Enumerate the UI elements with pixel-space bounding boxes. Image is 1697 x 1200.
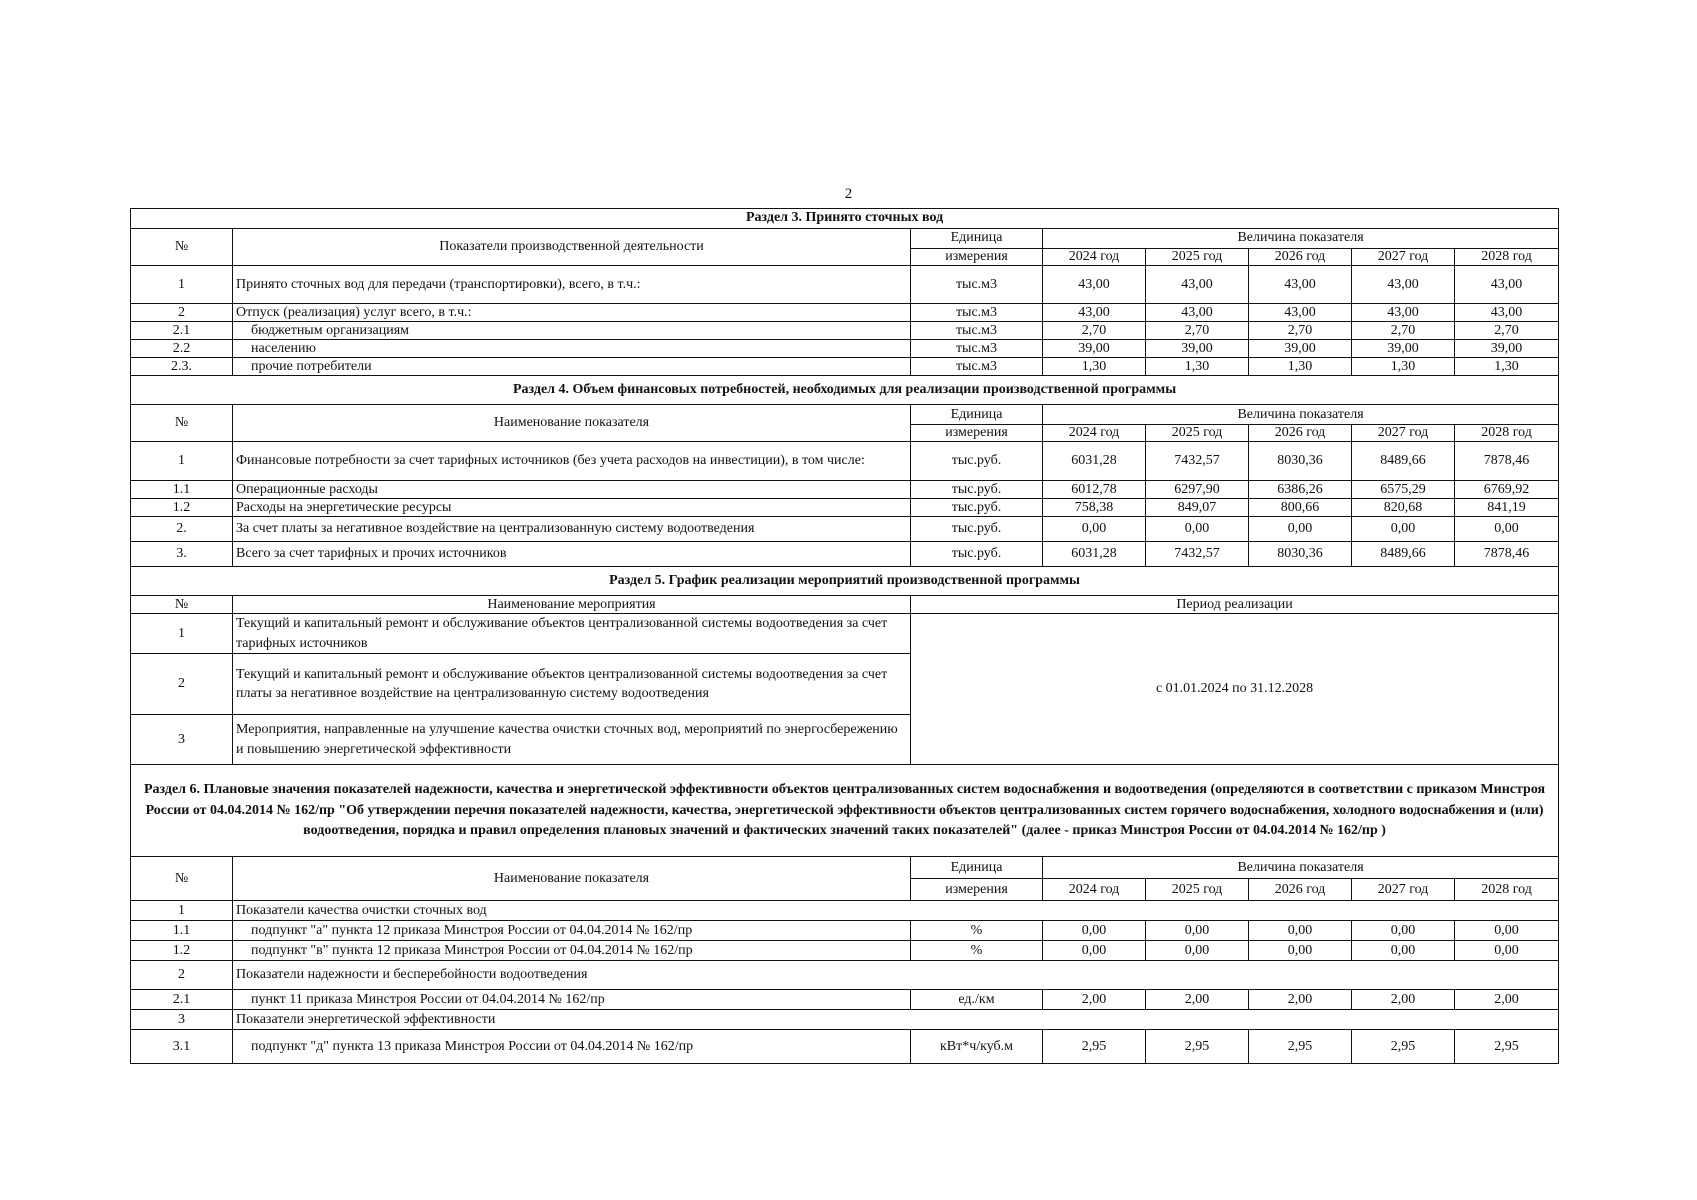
section4-row-value: 6386,26	[1249, 481, 1352, 499]
section3-row-number: 2.2	[131, 340, 233, 358]
section6-row	[131, 961, 1559, 990]
section3-row-number: 2	[131, 304, 233, 322]
section6-header-year: 2024 год	[1043, 879, 1146, 901]
section4-header-year: 2024 год	[1043, 425, 1146, 442]
section6-row-value: 0,00	[1043, 941, 1146, 961]
section3-row	[131, 322, 1559, 340]
section4-row-value: 8489,66	[1352, 542, 1455, 567]
section4-row	[131, 442, 1559, 481]
section6-row-number: 3	[131, 1010, 233, 1030]
section4-row-value: 6769,92	[1455, 481, 1559, 499]
section5-period: с 01.01.2024 по 31.12.2028	[911, 614, 1559, 765]
section6-row-value: 2,00	[1249, 990, 1352, 1010]
section4-row-number: 2.	[131, 517, 233, 542]
section3-row-value: 1,30	[1455, 358, 1559, 376]
section4-row	[131, 517, 1559, 542]
section3-header-year: 2024 год	[1043, 249, 1146, 266]
page-number: 2	[844, 186, 853, 202]
section3-row-value: 1,30	[1043, 358, 1146, 376]
section6-row-number: 1.2	[131, 941, 233, 961]
section3-header-year: 2027 год	[1352, 249, 1455, 266]
section4-header-year: 2026 год	[1249, 425, 1352, 442]
section6-row-value: 0,00	[1146, 921, 1249, 941]
section6-header-year: 2025 год	[1146, 879, 1249, 901]
section3-row-number: 2.3.	[131, 358, 233, 376]
section3-row-value: 43,00	[1352, 266, 1455, 304]
section3-row-value: 2,70	[1043, 322, 1146, 340]
section6-row-value: 0,00	[1043, 921, 1146, 941]
section3-row-unit: тыс.м3	[911, 304, 1043, 322]
section6-row-value: 2,95	[1455, 1030, 1559, 1064]
section4-row-unit: тыс.руб.	[911, 517, 1043, 542]
section4-header-year: 2027 год	[1352, 425, 1455, 442]
section3-row-value: 43,00	[1249, 266, 1352, 304]
section4-header-year: 2028 год	[1455, 425, 1559, 442]
section4-row-value: 758,38	[1043, 499, 1146, 517]
section5-row-number: 2	[131, 654, 233, 715]
section6-row-number: 2	[131, 961, 233, 990]
section6-row-number: 2.1	[131, 990, 233, 1010]
section4-row-value: 7432,57	[1146, 442, 1249, 481]
section4-row-unit: тыс.руб.	[911, 481, 1043, 499]
section4-header-value: Величина показателя	[1043, 405, 1559, 425]
section6-row-value: 0,00	[1455, 921, 1559, 941]
section3-row-value: 39,00	[1146, 340, 1249, 358]
section3-row	[131, 340, 1559, 358]
section3-row-value: 43,00	[1043, 304, 1146, 322]
section3-row-value: 1,30	[1249, 358, 1352, 376]
section6-title: Раздел 6. Плановые значения показателей надежности, качества и энергетической эффективности объектов централизованных систем водоснабжения и водоотведения (определяются в соответствии с приказом Минстроя России от 04.04.2014 № 162/пр "Об утверждении перечня показателей надежности, качества, энергетической эффективности объектов централизованных систем горячего водоснабжения, холодного водоснабжения и (или) водоотведения, порядка и правил определения плановых значений и фактических значений таких показателей" (далее - приказ Минстроя России от 04.04.2014 № 162/пр )	[131, 765, 1559, 857]
section5-title: Раздел 5. График реализации мероприятий производственной программы	[131, 567, 1559, 596]
section4-row-unit: тыс.руб.	[911, 499, 1043, 517]
section6-header-year: 2027 год	[1352, 879, 1455, 901]
section3-row-value: 1,30	[1352, 358, 1455, 376]
section6-header-unit-2: измерения	[911, 879, 1043, 901]
section3-row	[131, 304, 1559, 322]
section4-row-value: 7878,46	[1455, 442, 1559, 481]
section4-header-unit-2: измерения	[911, 425, 1043, 442]
section6-row-name: подпункт "а" пункта 12 приказа Минстроя России от 04.04.2014 № 162/пр	[233, 921, 911, 941]
section4-row-value: 7878,46	[1455, 542, 1559, 567]
section6-row-value: 0,00	[1146, 941, 1249, 961]
section3-row	[131, 266, 1559, 304]
section6-row-value: 2,00	[1146, 990, 1249, 1010]
section4-row-value: 6297,90	[1146, 481, 1249, 499]
section4-row-value: 6031,28	[1043, 542, 1146, 567]
section6-row-name: подпункт "в" пункта 12 приказа Минстроя России от 04.04.2014 № 162/пр	[233, 941, 911, 961]
document-body	[130, 208, 1558, 1064]
section4-title: Раздел 4. Объем финансовых потребностей, необходимых для реализации производственной программы	[131, 376, 1559, 405]
section6-row-value: 2,00	[1455, 990, 1559, 1010]
section3-row-name: бюджетным организациям	[233, 322, 911, 340]
section6-row-value: 0,00	[1455, 941, 1559, 961]
section6-row	[131, 921, 1559, 941]
section6-row-number: 3.1	[131, 1030, 233, 1064]
section4-row-value: 8030,36	[1249, 542, 1352, 567]
section3-row-unit: тыс.м3	[911, 358, 1043, 376]
section4-header-year: 2025 год	[1146, 425, 1249, 442]
section6-header-number: №	[131, 857, 233, 901]
section6-row-unit: кВт*ч/куб.м	[911, 1030, 1043, 1064]
section6-row-name: пункт 11 приказа Минстроя России от 04.04.2014 № 162/пр	[233, 990, 911, 1010]
section3-title: Раздел 3. Принято сточных вод	[131, 209, 1559, 229]
section4-row-value: 0,00	[1352, 517, 1455, 542]
section3-row-value: 39,00	[1455, 340, 1559, 358]
section4-row-value: 841,19	[1455, 499, 1559, 517]
section6-header-name: Наименование показателя	[233, 857, 911, 901]
section5-header-number: №	[131, 596, 233, 614]
section5-row	[131, 614, 1559, 654]
section3-header-year: 2025 год	[1146, 249, 1249, 266]
section4-row-value: 7432,57	[1146, 542, 1249, 567]
section3-header-name: Показатели производственной деятельности	[233, 229, 911, 266]
section3-header-year: 2026 год	[1249, 249, 1352, 266]
section3-header-unit-2: измерения	[911, 249, 1043, 266]
section3-row-value: 43,00	[1249, 304, 1352, 322]
section6-row-name: Показатели качества очистки сточных вод	[233, 901, 1559, 921]
section3-header-number: №	[131, 229, 233, 266]
section3-row-value: 39,00	[1249, 340, 1352, 358]
section4-row-name: Всего за счет тарифных и прочих источников	[233, 542, 911, 567]
section3-row-value: 1,30	[1146, 358, 1249, 376]
section6-row	[131, 1030, 1559, 1064]
section5-row-name: Текущий и капитальный ремонт и обслуживание объектов централизованной системы водоотведения за счет платы за негативное воздействие на централизованную систему водоотведения	[233, 654, 911, 715]
section4-row-number: 1.2	[131, 499, 233, 517]
section4-row-value: 0,00	[1146, 517, 1249, 542]
section4-row-value: 6575,29	[1352, 481, 1455, 499]
section6-row-value: 2,95	[1352, 1030, 1455, 1064]
section4-row-value: 0,00	[1249, 517, 1352, 542]
section4-row-name: Операционные расходы	[233, 481, 911, 499]
section3-row-value: 2,70	[1249, 322, 1352, 340]
section3-row-value: 43,00	[1146, 304, 1249, 322]
section5-header-period: Период реализации	[911, 596, 1559, 614]
section6-row	[131, 1010, 1559, 1030]
section3-row-name: прочие потребители	[233, 358, 911, 376]
section3-row-unit: тыс.м3	[911, 266, 1043, 304]
section4-row-number: 1.1	[131, 481, 233, 499]
section3-row-value: 43,00	[1352, 304, 1455, 322]
section4-row-value: 849,07	[1146, 499, 1249, 517]
section4-header-number: №	[131, 405, 233, 442]
section4-row-value: 8489,66	[1352, 442, 1455, 481]
section3-header-year: 2028 год	[1455, 249, 1559, 266]
section6-row-value: 2,95	[1043, 1030, 1146, 1064]
section3-row-value: 43,00	[1146, 266, 1249, 304]
section3-row-value: 43,00	[1455, 266, 1559, 304]
section3-row-unit: тыс.м3	[911, 340, 1043, 358]
section4-row-name: За счет платы за негативное воздействие на централизованную систему водоотведения	[233, 517, 911, 542]
section6-row-value: 0,00	[1352, 941, 1455, 961]
section6-row-name: Показатели энергетической эффективности	[233, 1010, 1559, 1030]
section6-row	[131, 941, 1559, 961]
section5-header-name: Наименование мероприятия	[233, 596, 911, 614]
section3-row-value: 2,70	[1146, 322, 1249, 340]
section3-row-value: 43,00	[1455, 304, 1559, 322]
section4-row-value: 8030,36	[1249, 442, 1352, 481]
section3-row-unit: тыс.м3	[911, 322, 1043, 340]
section4-header-name: Наименование показателя	[233, 405, 911, 442]
section6-row-value: 2,95	[1146, 1030, 1249, 1064]
section6-row-value: 0,00	[1249, 941, 1352, 961]
section4-row-value: 800,66	[1249, 499, 1352, 517]
main-table	[130, 208, 1559, 1064]
section3-row-name: Принято сточных вод для передачи (транспортировки), всего, в т.ч.:	[233, 266, 911, 304]
section3-row-value: 2,70	[1352, 322, 1455, 340]
section6-row-value: 0,00	[1352, 921, 1455, 941]
section4-row-value: 6031,28	[1043, 442, 1146, 481]
section4-row-name: Расходы на энергетические ресурсы	[233, 499, 911, 517]
section5-row-name: Мероприятия, направленные на улучшение качества очистки сточных вод, мероприятий по энергосбережению и повышению энергетической эффективности	[233, 715, 911, 765]
section6-row-number: 1.1	[131, 921, 233, 941]
section5-row-number: 3	[131, 715, 233, 765]
section6-header-year: 2026 год	[1249, 879, 1352, 901]
section3-row-value: 43,00	[1043, 266, 1146, 304]
section6-row-value: 0,00	[1249, 921, 1352, 941]
section4-row-value: 0,00	[1043, 517, 1146, 542]
section3-row-value: 2,70	[1455, 322, 1559, 340]
section4-row-value: 6012,78	[1043, 481, 1146, 499]
section6-row	[131, 901, 1559, 921]
section4-row-number: 3.	[131, 542, 233, 567]
section4-header-unit: Единица	[911, 405, 1043, 425]
section3-row-number: 1	[131, 266, 233, 304]
section5-row-name: Текущий и капитальный ремонт и обслуживание объектов централизованной системы водоотведения за счет тарифных источников	[233, 614, 911, 654]
section6-header-year: 2028 год	[1455, 879, 1559, 901]
section4-row-value: 0,00	[1455, 517, 1559, 542]
section3-header-unit: Единица	[911, 229, 1043, 249]
section3-row-number: 2.1	[131, 322, 233, 340]
section4-row-number: 1	[131, 442, 233, 481]
section6-row-value: 2,00	[1352, 990, 1455, 1010]
section4-row	[131, 481, 1559, 499]
section6-row-unit: %	[911, 921, 1043, 941]
section5-row-number: 1	[131, 614, 233, 654]
section4-row-value: 820,68	[1352, 499, 1455, 517]
section6-row-name: подпункт "д" пункта 13 приказа Минстроя России от 04.04.2014 № 162/пр	[233, 1030, 911, 1064]
section4-row	[131, 499, 1559, 517]
section4-row-unit: тыс.руб.	[911, 542, 1043, 567]
section6-row-number: 1	[131, 901, 233, 921]
section3-row-value: 39,00	[1043, 340, 1146, 358]
section6-row	[131, 990, 1559, 1010]
section4-row-name: Финансовые потребности за счет тарифных источников (без учета расходов на инвестиции), в том числе:	[233, 442, 911, 481]
section4-row-unit: тыс.руб.	[911, 442, 1043, 481]
section3-row-value: 39,00	[1352, 340, 1455, 358]
section3-row-name: Отпуск (реализация) услуг всего, в т.ч.:	[233, 304, 911, 322]
section6-header-unit: Единица	[911, 857, 1043, 879]
section3-header-value: Величина показателя	[1043, 229, 1559, 249]
section3-row-name: населению	[233, 340, 911, 358]
section6-row-value: 2,95	[1249, 1030, 1352, 1064]
section3-row	[131, 358, 1559, 376]
section6-header-value: Величина показателя	[1043, 857, 1559, 879]
section6-row-name: Показатели надежности и бесперебойности водоотведения	[233, 961, 1559, 990]
section6-row-unit: ед./км	[911, 990, 1043, 1010]
section6-row-value: 2,00	[1043, 990, 1146, 1010]
section4-row	[131, 542, 1559, 567]
section6-row-unit: %	[911, 941, 1043, 961]
